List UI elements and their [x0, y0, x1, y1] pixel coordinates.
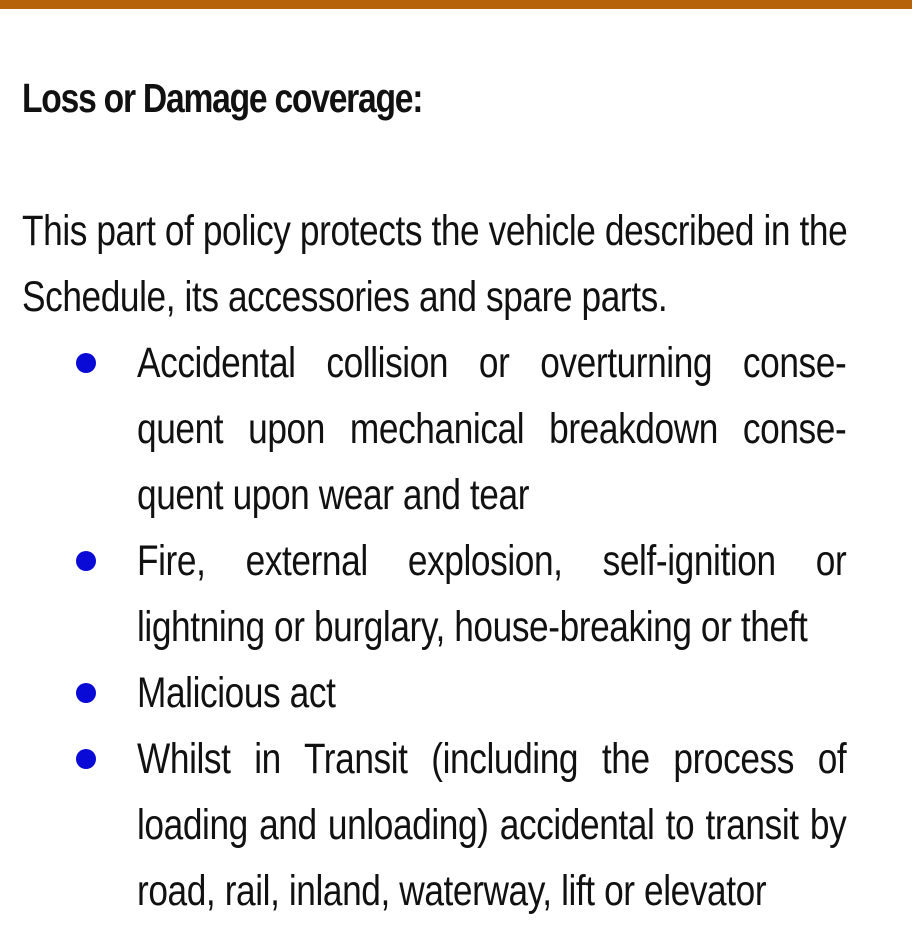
list-item-text-wrap — [137, 726, 846, 924]
list-item — [0, 726, 912, 924]
bullet-icon — [76, 683, 96, 703]
section-heading: Loss or Damage coverage: — [22, 75, 423, 121]
list-item-text: Malicious act — [137, 669, 336, 717]
list-item-text: Whilst in Transit (including the process of loading and unloading) accidental to transit by road, rail, inland, waterway, lift or elevator — [137, 735, 847, 915]
coverage-list — [0, 330, 912, 924]
list-item-text-wrap — [137, 330, 846, 528]
bullet-icon — [76, 551, 96, 571]
list-item — [0, 330, 912, 528]
list-item-text-wrap — [137, 660, 846, 726]
list-item — [0, 528, 912, 660]
list-item-text: Fire, external explosion, self-ignition or lightning or burglary, house-breaking or theft — [137, 537, 847, 651]
intro-paragraph: This part of policy protects the vehicle described in the Schedule, its accessories and spare parts. — [22, 207, 848, 321]
list-item-text: Accidental collision or overturning conse-quent upon mechanical breakdown conse-quent upon wear and tear — [137, 339, 847, 519]
list-item-text-wrap — [137, 528, 846, 660]
bullet-icon — [76, 749, 96, 769]
list-item — [0, 660, 912, 726]
bullet-icon — [76, 353, 96, 373]
top-accent-bar — [0, 0, 912, 9]
